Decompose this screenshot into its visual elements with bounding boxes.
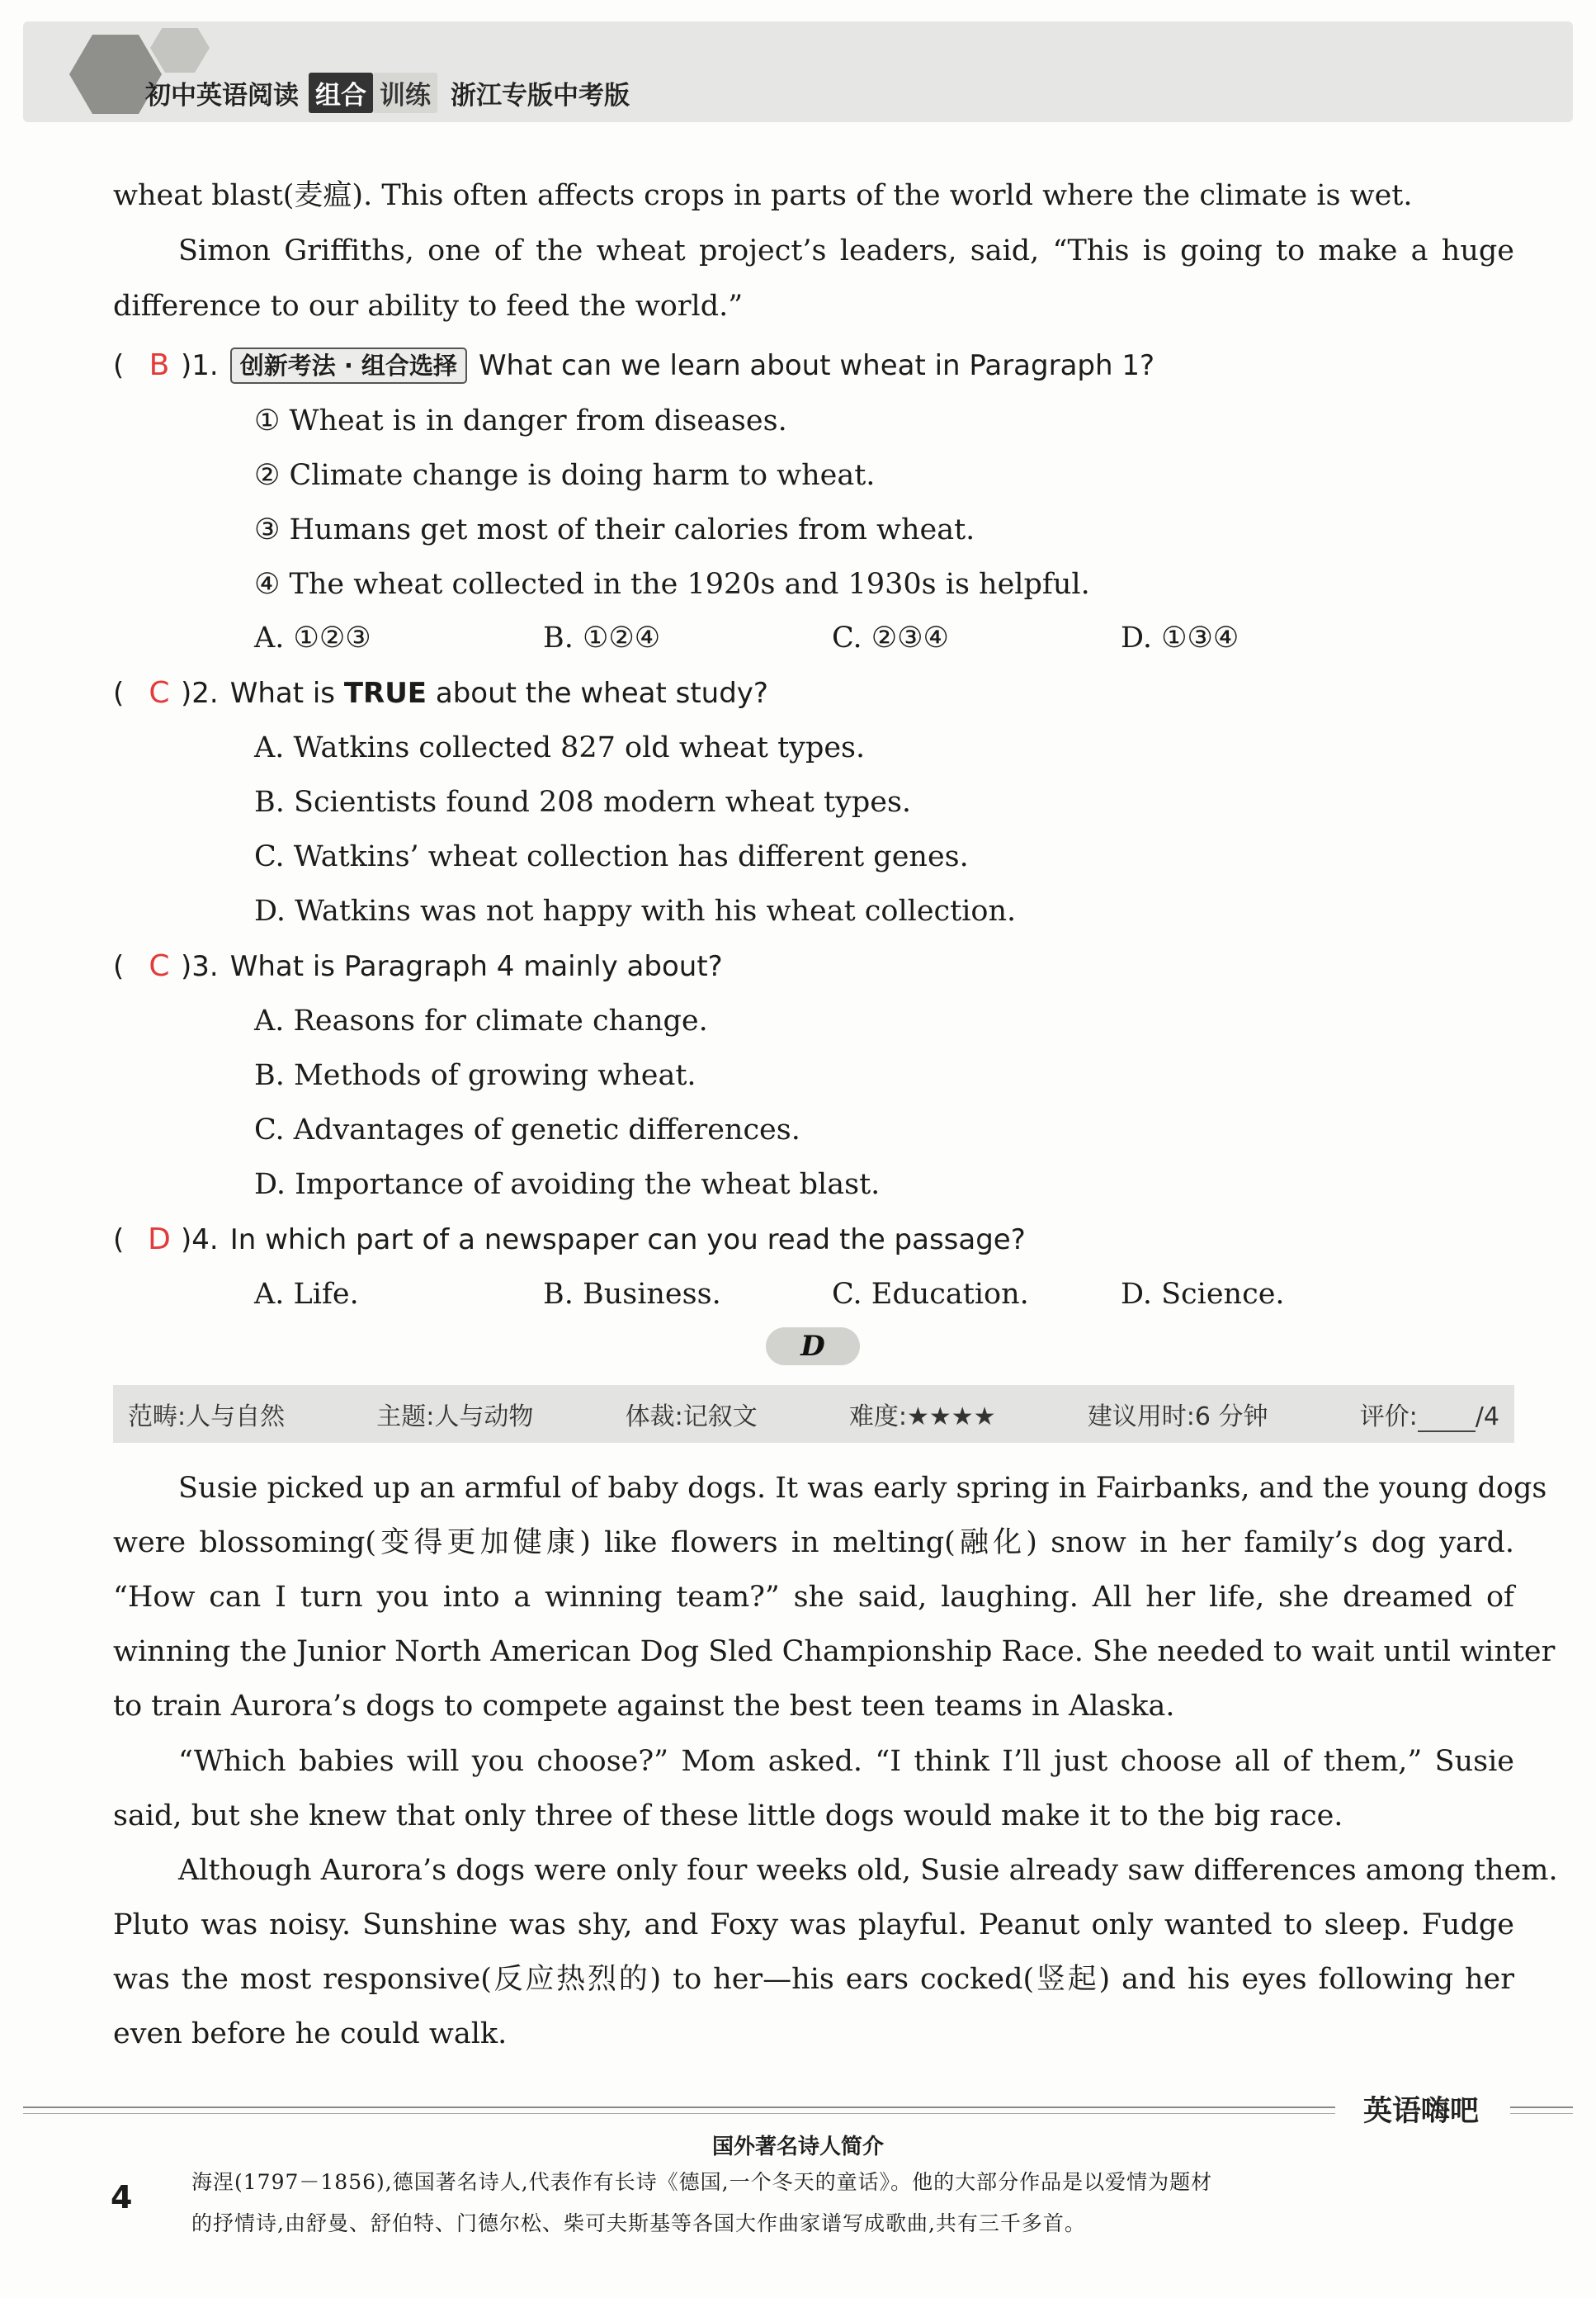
footer-divider xyxy=(23,2113,1335,2114)
question-2-stem-bold: TRUE xyxy=(343,677,427,710)
info-score-total: /4 xyxy=(1475,1402,1499,1431)
passage-c-line-1: wheat blast(麦瘟). This often affects crops in parts of the world where the climate is wet. xyxy=(113,179,1413,212)
question-1-option-c: C. ②③④ xyxy=(832,622,949,655)
info-scope: 范畴:人与自然 xyxy=(128,1402,286,1431)
footer-divider xyxy=(1510,2113,1573,2114)
question-3 xyxy=(113,946,723,987)
question-4-option-c: C. Education. xyxy=(832,1278,1029,1311)
header-title xyxy=(145,73,630,113)
passage-d-line-1: Susie picked up an armful of baby dogs. It was early spring in Fairbanks, and the young dogs xyxy=(178,1472,1547,1505)
question-1-answer: B xyxy=(149,348,170,382)
question-4 xyxy=(113,1219,1026,1260)
footer-brand: 英语嗨吧 xyxy=(1363,2095,1480,2128)
info-genre: 体裁:记叙文 xyxy=(625,1402,758,1431)
header-tag-group: 组合 xyxy=(309,73,373,113)
question-3-stem: What is Paragraph 4 mainly about? xyxy=(229,950,723,983)
question-1-statement-1: ① Wheat is in danger from diseases. xyxy=(254,404,787,437)
question-1-number: )1. xyxy=(181,349,219,382)
question-4-number: )4. xyxy=(181,1223,219,1256)
footer-divider xyxy=(1510,2106,1573,2108)
passage-info-bar xyxy=(113,1385,1514,1443)
question-3-answer: C xyxy=(149,949,170,983)
question-2 xyxy=(113,673,768,714)
footer-divider xyxy=(23,2106,1335,2108)
question-2-answer: C xyxy=(149,676,170,710)
question-1-statement-4: ④ The wheat collected in the 1920s and 1930s is helpful. xyxy=(254,568,1090,601)
footer-title: 国外著名诗人简介 xyxy=(711,2135,884,2159)
passage-c-line-2: Simon Griffiths, one of the wheat project’s leaders, said, “This is going to make a huge xyxy=(178,234,1514,267)
question-3-option-d: D. Importance of avoiding the wheat blast. xyxy=(254,1168,881,1201)
question-1-options xyxy=(254,617,1409,659)
passage-d-line-2: were blossoming(变得更加健康) like flowers in melting(融化) snow in her family’s dog yard. xyxy=(113,1526,1514,1559)
passage-d-line-11: even before he could walk. xyxy=(113,2017,508,2050)
question-paren: ( xyxy=(113,677,125,710)
passage-d-line-3: “How can I turn you into a winning team?” she said, laughing. All her life, she dreamed of xyxy=(113,1581,1514,1614)
question-1-method-tag: 创新考法 · 组合选择 xyxy=(230,348,467,384)
question-2-option-c: C. Watkins’ wheat collection has different genes. xyxy=(254,840,969,873)
passage-d-badge: D xyxy=(766,1327,860,1365)
passage-d-line-6: “Which babies will you choose?” Mom asked. “I think I’ll just choose all of them,” Susie xyxy=(178,1745,1514,1778)
question-2-option-b: B. Scientists found 208 modern wheat types. xyxy=(254,786,912,819)
question-4-option-d: D. Science. xyxy=(1121,1278,1285,1311)
info-theme: 主题:人与动物 xyxy=(376,1402,534,1431)
question-paren: ( xyxy=(113,349,125,382)
question-1-statement-3: ③ Humans get most of their calories from wheat. xyxy=(254,513,975,546)
question-3-option-c: C. Advantages of genetic differences. xyxy=(254,1114,800,1147)
question-1-stem: What can we learn about wheat in Paragraph 1? xyxy=(478,349,1155,382)
question-1-statement-2: ② Climate change is doing harm to wheat. xyxy=(254,459,876,492)
question-2-stem-pre: What is xyxy=(229,677,344,710)
question-4-answer: D xyxy=(148,1222,171,1256)
question-1-option-a: A. ①②③ xyxy=(254,622,371,655)
question-4-option-a: A. Life. xyxy=(254,1278,359,1311)
header-edition: 浙江专版中考版 xyxy=(451,81,630,111)
passage-d-line-9: Pluto was noisy. Sunshine was shy, and Foxy was playful. Peanut only wanted to sleep. Fudge xyxy=(113,1908,1514,1941)
question-4-stem: In which part of a newspaper can you read the passage? xyxy=(229,1223,1026,1256)
question-2-number: )2. xyxy=(181,677,219,710)
question-4-options xyxy=(254,1274,1409,1315)
question-2-option-a: A. Watkins collected 827 old wheat types. xyxy=(254,731,866,764)
passage-d-line-5: to train Aurora’s dogs to compete against the best teen teams in Alaska. xyxy=(113,1690,1175,1723)
question-1-option-b: B. ①②④ xyxy=(543,622,661,655)
passage-d-line-4: winning the Junior North American Dog Sled Championship Race. She needed to wait until winter xyxy=(113,1635,1556,1668)
passage-c-line-3: difference to our ability to feed the world.” xyxy=(113,290,744,323)
passage-d-line-8: Although Aurora’s dogs were only four weeks old, Susie already saw differences among them. xyxy=(178,1854,1558,1887)
info-score xyxy=(1360,1396,1499,1432)
question-4-option-b: B. Business. xyxy=(543,1278,721,1311)
passage-d-line-10: was the most responsive(反应热烈的) to her—his ears cocked(竖起) and his eyes following her xyxy=(113,1963,1514,1996)
score-blank[interactable] xyxy=(1418,1407,1476,1432)
footer-text-line-2: 的抒情诗,由舒曼、舒伯特、门德尔松、柴可夫斯基等各国大作曲家谱写成歌曲,共有三千多首。 xyxy=(191,2211,1086,2235)
page-number: 4 xyxy=(111,2179,133,2215)
info-difficulty: 难度:★★★★ xyxy=(848,1402,996,1431)
question-3-number: )3. xyxy=(181,950,219,983)
info-suggested-time: 建议用时:6 分钟 xyxy=(1087,1402,1268,1431)
footer-text-line-1: 海涅(1797－1856),德国著名诗人,代表作有长诗《德国,一个冬天的童话》。他的大部分作品是以爱情为题材 xyxy=(191,2170,1213,2194)
info-score-label: 评价: xyxy=(1359,1402,1418,1431)
question-2-option-d: D. Watkins was not happy with his wheat collection. xyxy=(254,895,1017,928)
passage-d-line-7: said, but she knew that only three of these little dogs would make it to the big race. xyxy=(113,1799,1343,1832)
question-3-option-b: B. Methods of growing wheat. xyxy=(254,1059,696,1092)
question-1-option-d: D. ①③④ xyxy=(1121,622,1239,655)
header-main-title: 初中英语阅读 xyxy=(145,81,299,111)
header-tag-training: 训练 xyxy=(373,73,437,113)
question-3-option-a: A. Reasons for climate change. xyxy=(254,1005,708,1038)
question-1 xyxy=(113,345,1155,386)
question-paren: ( xyxy=(113,950,125,983)
question-paren: ( xyxy=(113,1223,125,1256)
question-2-stem-post: about the wheat study? xyxy=(427,677,768,710)
